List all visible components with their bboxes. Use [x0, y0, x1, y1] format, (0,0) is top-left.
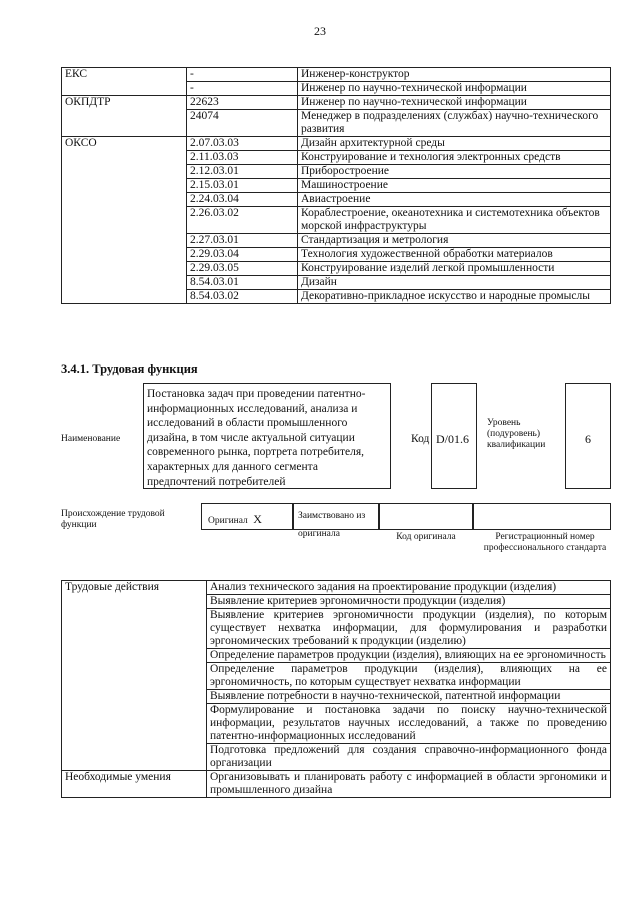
function-code-box [431, 383, 477, 489]
classifier-code: - [187, 68, 298, 82]
section-title: 3.4.1. Трудовая функция [61, 362, 198, 376]
classifier-title: Кораблестроение, океанотехника и системотехника объектов морской инфраструктуры [298, 207, 611, 234]
code-original-cell [379, 503, 473, 530]
classifier-title: Авиастроение [298, 193, 611, 207]
classifier-name: ЕКС [62, 68, 187, 96]
page-number: 23 [314, 24, 326, 38]
labor-action-item: Анализ технического задания на проектирование продукции (изделия) [207, 581, 611, 595]
classification-row [62, 96, 611, 110]
labor-action-item: Выявление критериев эргономичности продукции (изделия) [207, 595, 611, 609]
classifier-title: Машиностроение [298, 179, 611, 193]
classifier-code: 2.12.03.01 [187, 165, 298, 179]
classifier-code: 2.29.03.05 [187, 262, 298, 276]
reg-number-label: Регистрационный номер профессионального стандарта [483, 532, 607, 553]
classifier-title: Дизайн архитектурной среды [298, 137, 611, 151]
classifier-title: Стандартизация и метрология [298, 234, 611, 248]
classifier-code: 24074 [187, 110, 298, 137]
classifier-title: Менеджер в подразделениях (службах) научно-технического развития [298, 110, 611, 137]
classifier-title: Инженер по научно-технической информации [298, 96, 611, 110]
classifier-code: 8.54.03.01 [187, 276, 298, 290]
classifier-code: 2.11.03.03 [187, 151, 298, 165]
borrowed-label: Заимствовано из оригинала [298, 511, 366, 539]
classifier-title: Инженер по научно-технической информации [298, 82, 611, 96]
labor-action-label: Трудовые действия [62, 581, 207, 771]
classification-row [62, 137, 611, 151]
classifier-name: ОКПДТР [62, 96, 187, 137]
reg-number-cell [473, 503, 611, 530]
borrowed-cell [293, 503, 379, 539]
classifier-title: Конструирование изделий легкой промышленности [298, 262, 611, 276]
classifier-name: ОКСО [62, 137, 187, 304]
classifier-title: Инженер-конструктор [298, 68, 611, 82]
labor-action-item: Определение параметров продукции (изделия), влияющих на ее эргономичность, по которым существует нехватка информации [207, 663, 611, 690]
function-code-label: Код [411, 433, 430, 445]
classifier-code: 2.29.03.04 [187, 248, 298, 262]
original-mark: X [253, 512, 262, 526]
function-code-value: D/01.6 [436, 432, 469, 446]
classifier-code: 22623 [187, 96, 298, 110]
qualification-level-label: Уровень (подуровень) квалификации [487, 418, 546, 450]
classifier-code: 2.15.03.01 [187, 179, 298, 193]
classifier-title: Технология художественной обработки материалов [298, 248, 611, 262]
labor-action-item: Выявление критериев эргономичности продукции (изделия), по которым существует нехватка информации, для формулирования и разработки эргономических требований к продукции (изделию) [207, 609, 611, 649]
qualification-level-value: 6 [585, 432, 591, 446]
classifier-code: 8.54.03.02 [187, 290, 298, 304]
labor-action-item: Подготовка предложений для создания справочно-информационного фонда организации [207, 744, 611, 771]
labor-actions-table [61, 580, 611, 798]
labor-action-row [62, 581, 611, 595]
classification-row [62, 68, 611, 82]
classifier-code: 2.27.03.01 [187, 234, 298, 248]
skill-row [62, 771, 611, 798]
classifier-code: - [187, 82, 298, 96]
skill-label: Необходимые умения [62, 771, 207, 798]
classifier-title: Дизайн [298, 276, 611, 290]
classifier-code: 2.07.03.03 [187, 137, 298, 151]
qualification-level-box [565, 383, 611, 489]
origin-label: Происхождение трудовой функции [61, 509, 165, 530]
classifier-code: 2.26.03.02 [187, 207, 298, 234]
classifier-title: Конструирование и технология электронных средств [298, 151, 611, 165]
classifier-code: 2.24.03.04 [187, 193, 298, 207]
function-name-box [143, 383, 391, 489]
original-label: Оригинал [208, 516, 248, 526]
labor-action-item: Определение параметров продукции (изделия), влияющих на ее эргономичность [207, 649, 611, 663]
original-cell [201, 503, 293, 530]
classifier-title: Декоративно-прикладное искусство и народные промыслы [298, 290, 611, 304]
classification-table [61, 67, 611, 304]
labor-action-item: Формулирование и постановка задачи по поиску научно-технической информации, результатов научных исследований, а также по проведению патентно-информационных исследований [207, 704, 611, 744]
classifier-title: Приборостроение [298, 165, 611, 179]
labor-action-item: Выявление потребности в научно-технической, патентной информации [207, 690, 611, 704]
function-name-text: Постановка задач при проведении патентно-информационных исследований, анализа и исследований в области промышленного дизайна, в том числе актуальной ситуации современного рынка, портрета потребителя, характерных для данного сегмента предпочтений потребителей [147, 388, 366, 488]
skill-item: Организовывать и планировать работу с информацией в области эргономики и промышленного дизайна [207, 771, 611, 798]
function-name-label: Наименование [61, 434, 121, 444]
code-original-label: Код оригинала [396, 532, 456, 542]
